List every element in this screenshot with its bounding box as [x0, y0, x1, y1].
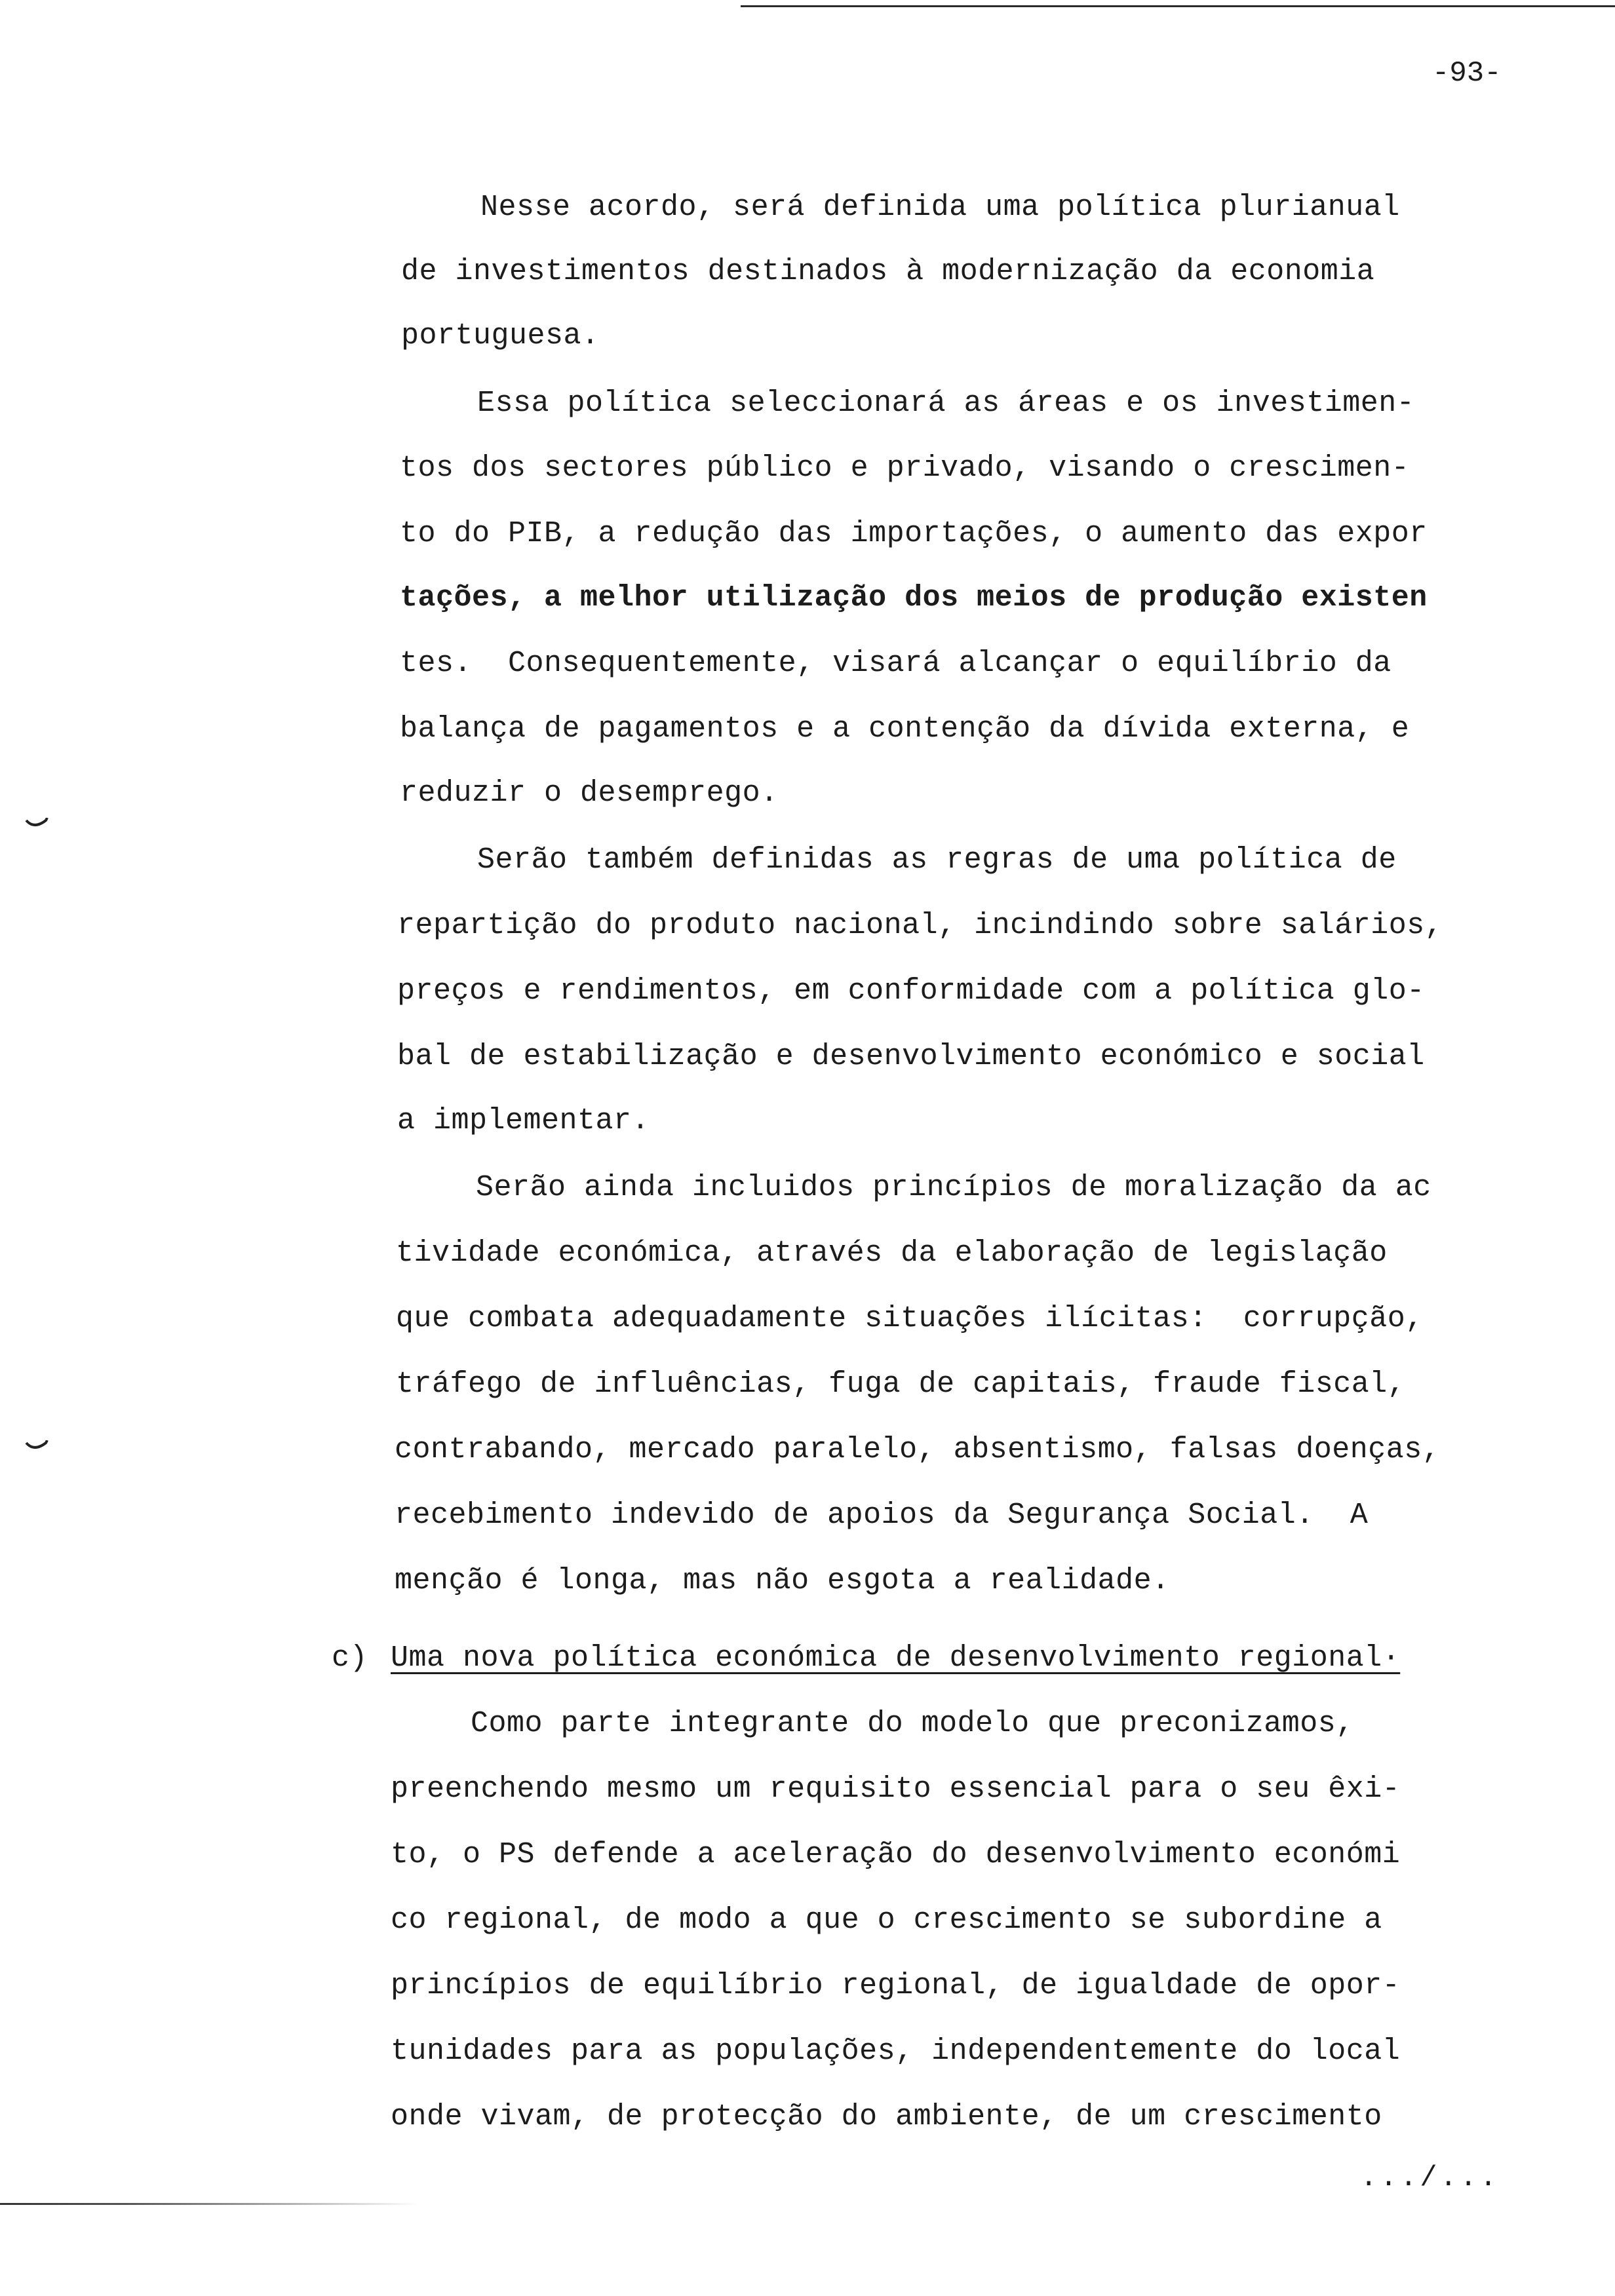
- text-line: balança de pagamentos e a contenção da dívida externa, e: [400, 712, 1410, 746]
- continuation-marker: .../...: [1360, 2162, 1500, 2194]
- text-line: de investimentos destinados à modernização da economia: [401, 255, 1375, 288]
- text-line: recebimento indevido de apoios da Segurança Social. A: [395, 1499, 1369, 1532]
- margin-check-mark-2: [25, 1440, 49, 1453]
- text-line: Como parte integrante do modelo que preconizamos,: [471, 1707, 1354, 1740]
- text-line: repartição do produto nacional, incindindo sobre salários,: [397, 909, 1443, 942]
- top-rule: [741, 5, 1615, 7]
- text-line: princípios de equilíbrio regional, de igualdade de opor-: [391, 1969, 1401, 2002]
- text-line: tações, a melhor utilização dos meios de produção existen: [400, 581, 1428, 615]
- text-line: tos dos sectores público e privado, visando o crescimen-: [400, 451, 1410, 485]
- margin-check-mark-1: [25, 818, 49, 831]
- text-line: tráfego de influências, fuga de capitais, fraude fiscal,: [396, 1368, 1406, 1401]
- text-line: Serão ainda incluidos princípios de moralização da ac: [476, 1171, 1431, 1204]
- text-line: Nesse acordo, será definida uma política plurianual: [480, 191, 1400, 224]
- text-line: menção é longa, mas não esgota a realidade.: [395, 1564, 1170, 1598]
- page-number: -93-: [1432, 57, 1502, 90]
- text-line: portuguesa.: [401, 319, 600, 353]
- text-line: to, o PS defende a aceleração do desenvolvimento económi: [391, 1838, 1401, 1871]
- text-line: tunidades para as populações, independentemente do local: [391, 2035, 1401, 2068]
- section-heading: Uma nova política económica de desenvolvimento regional·: [391, 1641, 1401, 1675]
- text-line: Serão também definidas as regras de uma política de: [477, 843, 1397, 877]
- text-line: bal de estabilização e desenvolvimento económico e social: [397, 1040, 1425, 1073]
- text-line: Essa política seleccionará as áreas e os investimen-: [477, 387, 1415, 420]
- text-line: to do PIB, a redução das importações, o aumento das expor: [400, 517, 1428, 550]
- text-line: tividade económica, através da elaboração de legislação: [396, 1236, 1388, 1270]
- text-line: que combata adequadamente situações ilícitas: corrupção,: [396, 1302, 1424, 1335]
- text-line: contrabando, mercado paralelo, absentismo, falsas doenças,: [395, 1433, 1441, 1466]
- text-line: tes. Consequentemente, visará alcançar o equilíbrio da: [400, 647, 1391, 680]
- scan-artifact-line: [0, 2203, 419, 2205]
- text-line: co regional, de modo a que o crescimento se subordine a: [391, 1904, 1382, 1937]
- text-line: onde vivam, de protecção do ambiente, de um crescimento: [391, 2100, 1382, 2133]
- text-line: preenchendo mesmo um requisito essencial para o seu êxi-: [391, 1772, 1401, 1806]
- text-line: preços e rendimentos, em conformidade com a política glo-: [397, 974, 1425, 1008]
- text-line: a implementar.: [397, 1104, 650, 1138]
- section-label: c): [332, 1641, 368, 1675]
- text-line: reduzir o desemprego.: [400, 776, 779, 810]
